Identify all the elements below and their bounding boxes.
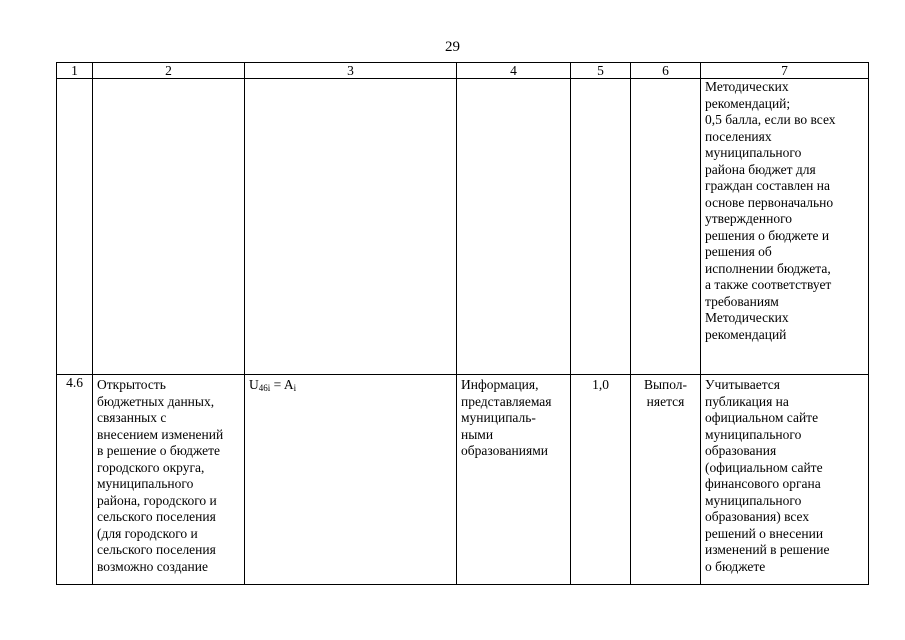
formula-cell bbox=[245, 375, 457, 585]
source-line: образованиями bbox=[461, 443, 548, 458]
indicator-cell bbox=[93, 375, 245, 585]
source-cell bbox=[457, 375, 571, 585]
indicator-line: возможно создание bbox=[97, 558, 208, 574]
condition-line: Выпол- bbox=[643, 377, 688, 392]
comment-cell-continued bbox=[701, 79, 869, 375]
indicator-line: внесением изменений bbox=[97, 426, 224, 442]
page-number: 29 bbox=[445, 39, 460, 55]
column-header-2: 2 bbox=[93, 63, 245, 79]
condition-line: няется bbox=[646, 393, 685, 409]
comment-line: решения о бюджете и bbox=[705, 227, 830, 243]
comment-line: решений о внесении bbox=[705, 525, 824, 541]
row-number: 4.6 bbox=[57, 375, 93, 585]
comment-line: утвержденного bbox=[705, 211, 793, 226]
indicator-line: городского округа, bbox=[97, 459, 205, 475]
formula bbox=[249, 377, 296, 392]
cell-empty bbox=[245, 79, 457, 375]
comment-line: основе первоначально bbox=[705, 194, 834, 210]
cell-empty bbox=[631, 79, 701, 375]
comment-line: образования bbox=[705, 443, 777, 458]
comment-line: официальном сайте bbox=[705, 410, 819, 425]
source-line: представляемая bbox=[461, 393, 552, 409]
comment-line: района бюджет для bbox=[705, 161, 816, 177]
indicator-line: Открытость bbox=[97, 377, 166, 392]
source-line: муниципаль- bbox=[461, 410, 536, 425]
comment-line: требованиям bbox=[705, 293, 779, 309]
column-header-6: 6 bbox=[631, 63, 701, 79]
cell-empty bbox=[93, 79, 245, 375]
column-header-row bbox=[57, 63, 869, 79]
column-header-7: 7 bbox=[701, 63, 869, 79]
table-row-4-6 bbox=[57, 375, 869, 585]
indicator-line: в решение о бюджете bbox=[97, 443, 220, 458]
formula-lhs-subscript: 46i bbox=[258, 383, 271, 393]
source-line: ными bbox=[461, 426, 494, 442]
comment-line: публикация на bbox=[705, 393, 789, 409]
source-line: Информация, bbox=[461, 377, 539, 392]
indicator-line: сельского поселения bbox=[97, 542, 216, 557]
indicator-line: района, городского и bbox=[97, 492, 217, 508]
indicator-line: муниципального bbox=[97, 476, 194, 491]
comment-line: изменений в решение bbox=[705, 542, 830, 557]
comment-line: муниципального bbox=[705, 492, 802, 508]
indicator-line: бюджетных данных, bbox=[97, 393, 215, 409]
comment-line: а также соответствует bbox=[705, 277, 832, 292]
comment-line: Учитывается bbox=[705, 377, 780, 392]
comment-line: финансового органа bbox=[705, 476, 821, 491]
indicator-line: (для городского и bbox=[97, 525, 198, 541]
comment-line: образования) всех bbox=[705, 509, 810, 524]
cell-empty bbox=[457, 79, 571, 375]
formula-rhs-subscript: i bbox=[293, 383, 297, 393]
comment-line: решения об bbox=[705, 244, 772, 259]
comment-line: муниципального bbox=[705, 426, 802, 442]
comment-line: о бюджете bbox=[705, 558, 766, 574]
table-row-continued bbox=[57, 79, 869, 375]
formula-lhs: U bbox=[249, 377, 259, 392]
weight-cell: 1,0 bbox=[571, 375, 631, 585]
column-header-5: 5 bbox=[571, 63, 631, 79]
comment-line: Методических bbox=[705, 79, 789, 94]
comment-cell bbox=[701, 375, 869, 585]
cell-empty bbox=[571, 79, 631, 375]
indicator-line: связанных с bbox=[97, 410, 167, 425]
comment-line: рекомендаций bbox=[705, 326, 787, 342]
condition-cell bbox=[631, 375, 701, 585]
column-header-4: 4 bbox=[457, 63, 571, 79]
column-header-1: 1 bbox=[57, 63, 93, 79]
comment-line: граждан составлен на bbox=[705, 178, 830, 193]
column-header-3: 3 bbox=[245, 63, 457, 79]
comment-line: 0,5 балла, если во всех bbox=[705, 112, 836, 127]
criteria-table bbox=[56, 62, 869, 585]
comment-line: поселениях bbox=[705, 128, 772, 144]
indicator-line: сельского поселения bbox=[97, 509, 216, 524]
comment-line: рекомендаций; bbox=[705, 95, 791, 111]
comment-line: (официальном сайте bbox=[705, 459, 823, 475]
comment-line: исполнении бюджета, bbox=[705, 260, 831, 276]
formula-rhs: A bbox=[283, 377, 294, 392]
cell-empty bbox=[57, 79, 93, 375]
comment-line: Методических bbox=[705, 310, 789, 325]
comment-line: муниципального bbox=[705, 145, 802, 160]
formula-equals: = bbox=[270, 377, 284, 392]
